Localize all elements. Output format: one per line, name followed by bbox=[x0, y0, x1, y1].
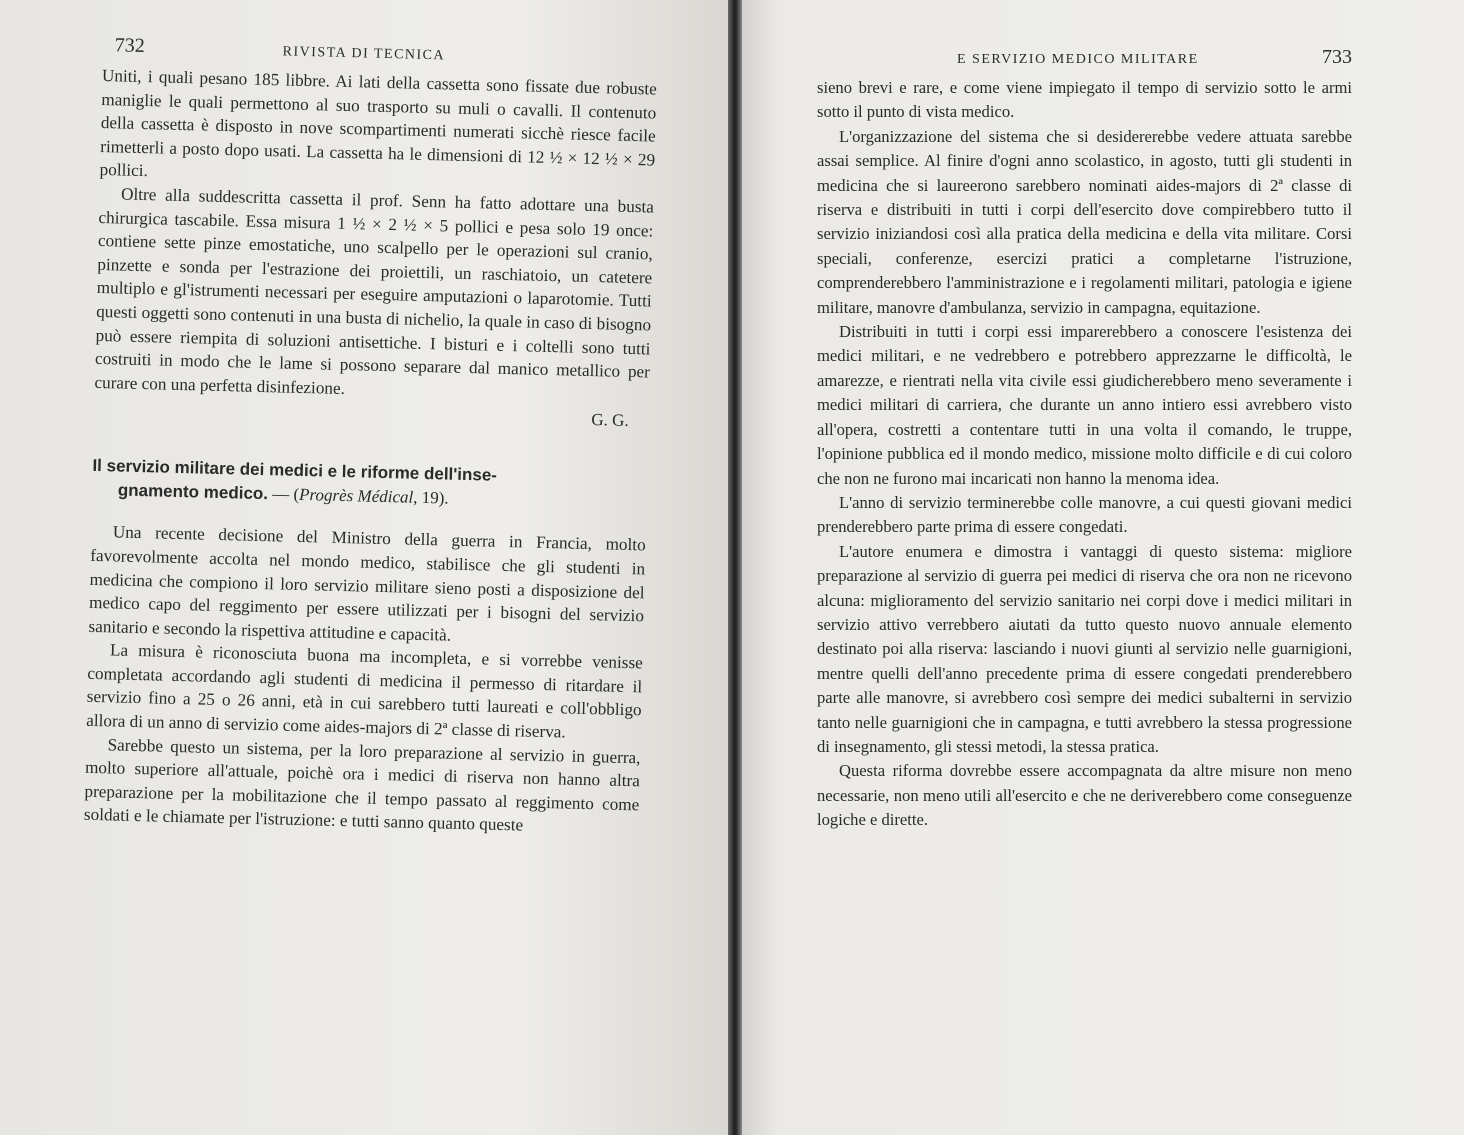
paragraph: sieno brevi e rare, e come viene impiegato il tempo di servizio sotto le armi sotto il punto di vista medico. bbox=[817, 78, 1352, 122]
source-journal: Progrès Médical bbox=[298, 485, 414, 508]
right-page-content bbox=[817, 46, 1352, 833]
section-title-line-1: Il servizio militare dei medici e le riforme dell'inse- bbox=[92, 456, 498, 486]
page-number: 732 bbox=[114, 34, 145, 58]
source-suffix: , 19). bbox=[413, 488, 449, 508]
paragraph: La misura è riconosciuta buona ma incompleta, e si vorrebbe venisse completata accordando agli studenti di medicina il permesso di ritardare il servizio fino a 25 o 26 anni, età in cui sarebbero tutti laureati e coll'obbligo allora di un anno di servizio come aides-majors di 2ª classe di riserva. bbox=[85, 640, 644, 742]
source-prefix: — ( bbox=[267, 484, 300, 505]
left-page-body bbox=[84, 64, 657, 840]
paragraph: Sarebbe questo un sistema, per la loro preparazione al servizio in guerra, molto superiore all'attuale, poichè ora i medici di riserva non hanno altra preparazione per la mobilitazione che il tempo passato al reggimento come soldati e le chiamate per l'istruzione: e tutti sanno quanto queste bbox=[83, 734, 641, 835]
paragraph: Uniti, i quali pesano 185 libbre. Ai lati della cassetta sono fissate due robuste maniglie le quali permettono al suo trasporto su muli o cavalli. Il contenuto della cassetta è disposto in nove scompartimenti numerati sicchè riesce facile rimetterli a posto dopo usati. La cassetta ha le dimensioni di 12 ½ × 12 ½ × 29 pollici. bbox=[99, 65, 658, 181]
paragraph: Una recente decisione del Ministro della guerra in Francia, molto favorevolmente accolta nel mondo medico, stabilisce che gli studenti in medicina che compiono il loro servizio militare sieno posti a disposizione del medico capo del reggimento per essere utilizzati per i bisogni del servizio sanitario e secondo la rispettiva attitudine e capacità. bbox=[88, 522, 646, 645]
right-page-body bbox=[817, 76, 1352, 833]
paragraph: L'anno di servizio terminerebbe colle manovre, a cui questi giovani medici prenderebbero parte prima di essere congedati. bbox=[817, 492, 1352, 537]
right-page bbox=[735, 0, 1464, 1135]
book-gutter bbox=[728, 0, 742, 1135]
left-page-content bbox=[84, 34, 658, 840]
section-title-line-2: gnamento medico. bbox=[117, 480, 269, 504]
paragraph: Distribuiti in tutti i corpi essi imparerebbero a conoscere l'esistenza dei medici militari, e ne vedrebbero e potrebbero apprezzarne le difficoltà, le amarezze, e rientrati nella vita civile essi giudicherebbero meno severamente i medici militari di carriera, che durante un anno intiero essi avrebbero visto all'opera, costretti a contentare tutti in una volta il comando, le truppe, l'opinione pubblica ed il mondo medico, missione molto difficile e di cui coloro che non ne furono mai incaricati non hanno la menoma idea. bbox=[817, 322, 1352, 488]
paragraph: L'autore enumera e dimostra i vantaggi di questo sistema: migliore preparazione al servizio di guerra pei medici di riserva che ora non ne ricevono alcuna: miglioramento del servizio sanitario nei corpi dove i medici militari in servizio attivo verrebbero aiutati da tutto questo nuovo annuale elemento destinato poi alla riserva: lasciando i nuovi giunti al servizio nelle guarnigioni, mentre quelli dell'anno precedente prima di essere congedati prenderebbero parte alle manovre, si avrebbero così sempre dei medici subalterni in servizio tanto nelle guarnigioni che in campagna, e tutti avrebbero la stessa progressione di insegnamento, gli stessi metodi, la stessa pratica. bbox=[817, 541, 1352, 756]
signature: G. G. bbox=[591, 410, 629, 431]
paragraph: L'organizzazione del sistema che si desidererebbe vedere attuata sarebbe assai semplice. Al finire d'ogni anno scolastico, in agosto, tutti gli studenti in medicina che si laureerono sarebbero nominati aides-majors di 2ª classe di riserva e distribuiti in tutti i corpi dell'esercito dove compirebbero tutto il servizio iniziandosi così alla pratica della medicina e della vita militare. Corsi speciali, conferenze, esercizi pratici a completarne l'istruzione, comprenderebbero l'amministrazione e i regolamenti militari, patologia e igiene militare, manovre d'ambulanza, servizio in campagna, equitazione. bbox=[817, 126, 1352, 317]
running-head: E SERVIZIO MEDICO MILITARE bbox=[957, 52, 1199, 67]
paragraph: Questa riforma dovrebbe essere accompagnata da altre misure non meno necessarie, non meno utili all'esercito e che ne deriverebbero come conseguenze logiche e dirette. bbox=[817, 761, 1352, 830]
paragraph: Oltre alla suddescritta cassetta il prof. Senn ha fatto adottare una busta chirurgica tascabile. Essa misura 1 ½ × 2 ½ × 5 pollici e pesa solo 19 once: contiene sette pinze emostatiche, uno scalpello per le operazioni sul cranio, pinzette e sonda per l'estrazione dei proiettili, un raschiatoio, un catetere multiplo e gl'istrumenti necessari per eseguire amputazioni o laparotomie. Tutti questi oggetti sono contenuti in una busta di nichelio, la quale in caso di bisogno può essere riempita di soluzioni antisettiche. I bisturi e i coltelli sono tutti costruiti in modo che le lame si possono separare dal manico metallico per curare con una perfetta disinfezione. bbox=[94, 184, 655, 398]
page-number: 733 bbox=[1322, 46, 1352, 68]
running-head: RIVISTA DI TECNICA bbox=[282, 44, 446, 64]
right-page-header bbox=[817, 46, 1352, 76]
section-title bbox=[92, 454, 648, 516]
